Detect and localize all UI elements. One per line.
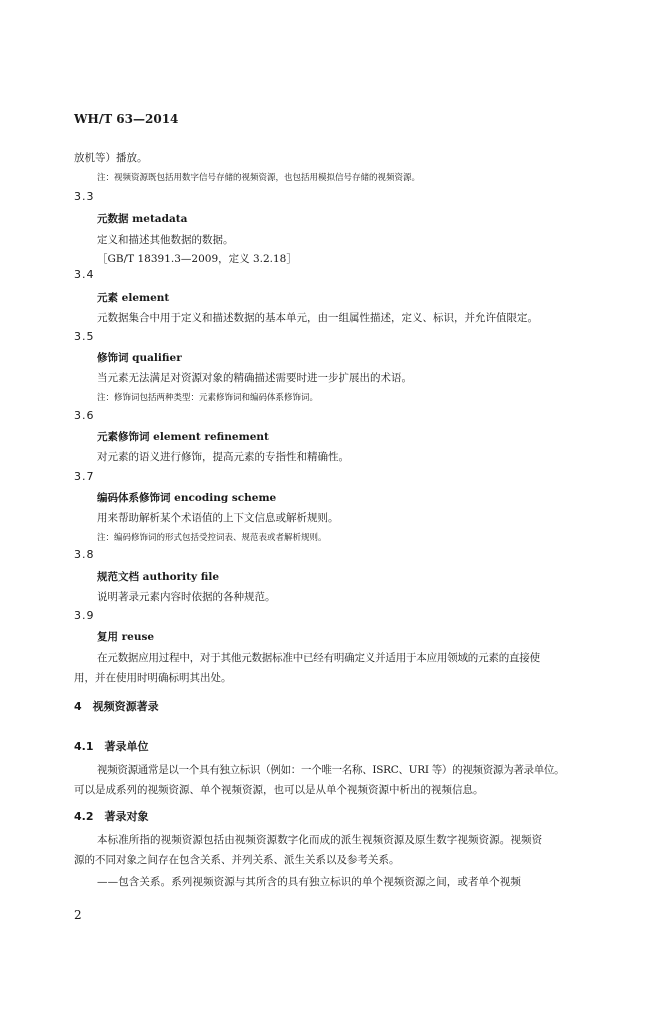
paragraph: 本标准所指的视频资源包括由视频资源数字化而成的派生视频资源及原生数字视频资源。视频资 — [97, 834, 543, 846]
clause-number: 3.9 — [74, 609, 95, 622]
subsection-heading: 4.1 著录单位 — [74, 740, 149, 753]
page-number: 2 — [74, 908, 82, 922]
term-title: 修饰词 qualifier — [97, 352, 182, 364]
term-title: 元素修饰词 element refinement — [97, 431, 269, 443]
term-title: 元素 element — [97, 292, 170, 304]
clause-number: 3.6 — [74, 409, 95, 422]
clause-number: 3.4 — [74, 268, 95, 281]
term-title: 编码体系修饰词 encoding scheme — [97, 492, 277, 504]
paragraph: ——包含关系。系列视频资源与其所含的具有独立标识的单个视频资源之间，或者单个视频 — [97, 876, 521, 888]
term-definition: 用来帮助解析某个术语值的上下文信息或解析规则。 — [97, 512, 339, 524]
term-title: 复用 reuse — [97, 631, 155, 643]
clause-number: 3.3 — [74, 190, 95, 203]
term-definition: 说明著录元素内容时依据的各种规范。 — [97, 591, 276, 603]
paragraph: 视频资源通常是以一个具有独立标识（例如：一个唯一名称、ISRC、URI 等）的视频资源为著录单位。 — [97, 764, 565, 776]
term-definition: 当元素无法满足对资源对象的精确描述需要时进一步扩展出的术语。 — [97, 372, 412, 384]
subsection-heading: 4.2 著录对象 — [74, 810, 149, 823]
term-definition: 在元数据应用过程中，对于其他元数据标准中已经有明确定义并适用于本应用领域的元素的直接使 — [97, 652, 540, 664]
term-title: 规范文档 authority file — [97, 571, 220, 583]
clause-number: 3.7 — [74, 470, 95, 483]
paragraph: 可以是成系列的视频资源、单个视频资源，也可以是从单个视频资源中析出的视频信息。 — [74, 784, 484, 796]
clause-number: 3.5 — [74, 330, 95, 343]
term-title: 元数据 metadata — [97, 213, 188, 225]
clause-number: 3.8 — [74, 548, 95, 561]
term-note: 注：修饰词包括两种类型：元素修饰词和编码体系修饰词。 — [97, 393, 319, 403]
term-definition: 定义和描述其他数据的数据。 — [97, 234, 234, 246]
term-definition-continued: 用，并在使用时明确标明其出处。 — [74, 672, 232, 684]
paragraph: 源的不同对象之间存在包含关系、并列关系、派生关系以及参考关系。 — [74, 854, 400, 866]
document-code: WH/T 63—2014 — [74, 112, 179, 126]
term-note: 注：编码修饰词的形式包括受控词表、规范表或者解析规则。 — [97, 533, 327, 543]
term-definition: 对元素的语义进行修饰，提高元素的专指性和精确性。 — [97, 451, 349, 463]
term-definition: 元数据集合中用于定义和描述数据的基本单元，由一组属性描述，定义、标识，并允许值限定。 — [97, 312, 538, 324]
term-reference: ［GB/T 18391.3—2009，定义 3.2.18］ — [97, 253, 297, 265]
continued-text: 放机等）播放。 — [74, 152, 148, 164]
section-heading: 4 视频资源著录 — [74, 700, 159, 713]
note-video-resource: 注：视频资源既包括用数字信号存储的视频资源，也包括用模拟信号存储的视频资源。 — [97, 173, 421, 183]
